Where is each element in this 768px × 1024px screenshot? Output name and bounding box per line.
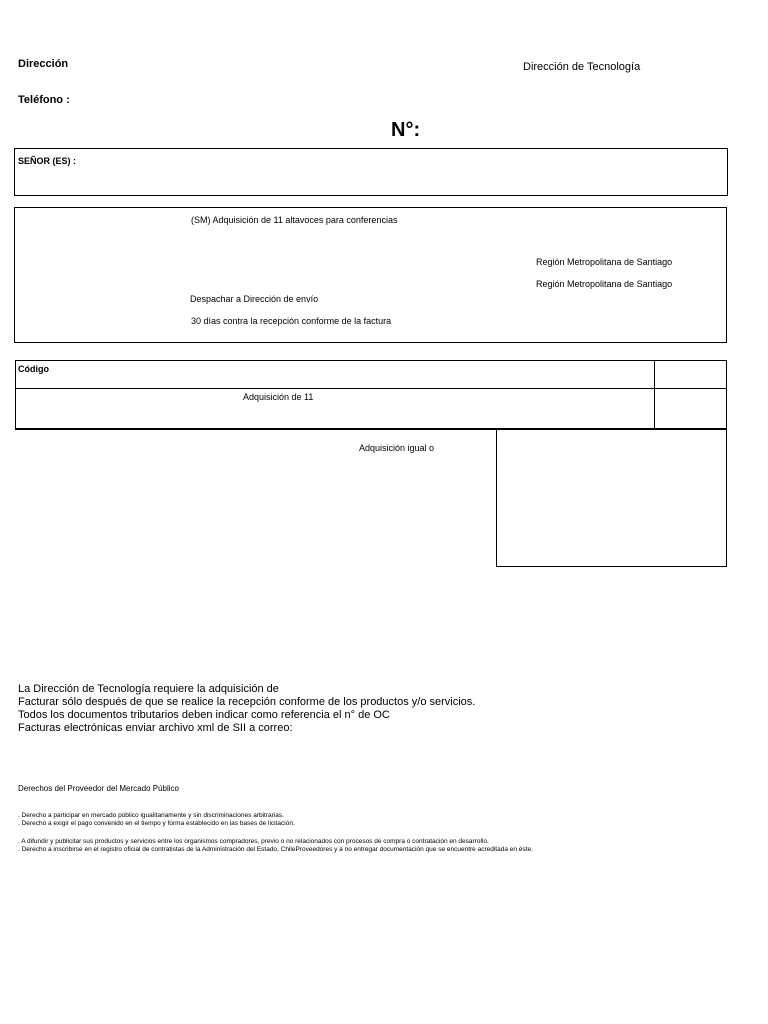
instruction-line-3: Todos los documentos tributarios deben indicar como referencia el n° de OC bbox=[18, 709, 390, 721]
table-column-divider bbox=[654, 360, 655, 429]
rights-item: . Derecho a inscribirse en el registro oficial de contratistas de la Administración del Estado, ChileProveedores y a no entregar documentación que se encuentre acreditada en éste. bbox=[18, 846, 533, 853]
rights-list-2 bbox=[18, 838, 533, 854]
instruction-line-4: Facturas electrónicas enviar archivo xml de SII a correo: bbox=[18, 722, 293, 734]
order-number-label: N°: bbox=[391, 119, 421, 141]
order-description: (SM) Adquisición de 11 altavoces para conferencias bbox=[191, 215, 398, 225]
telefono-label: Teléfono : bbox=[18, 94, 70, 106]
item-description: Adquisición de 11 bbox=[243, 392, 314, 402]
order-details-box bbox=[14, 207, 727, 343]
payment-terms: 30 días contra la recepción conforme de la factura bbox=[191, 316, 392, 326]
direccion-label: Dirección bbox=[18, 58, 69, 70]
recipient-box bbox=[14, 148, 728, 196]
items-table bbox=[15, 360, 727, 430]
instruction-line-1: La Dirección de Tecnología requiere la adquisición de bbox=[18, 683, 279, 695]
instructions-block bbox=[18, 683, 475, 735]
rights-item: . Derecho a participar en mercado público igualitariamente y sin discriminaciones arbitrarias. bbox=[18, 812, 284, 819]
table-row-divider bbox=[15, 388, 727, 389]
rights-item: . A difundir y publicitar sus productos y servicios entre los organismos compradores, previo o no relacionados con procesos de compra o contratación en desarrollo. bbox=[18, 838, 489, 845]
dispatch-instruction: Despachar a Dirección de envío bbox=[190, 294, 319, 304]
instruction-line-2: Facturar sólo después de que se realice la recepción conforme de los productos y/o servicios. bbox=[18, 696, 476, 708]
totals-box bbox=[496, 428, 727, 567]
region-1: Región Metropolitana de Santiago bbox=[536, 257, 673, 267]
rights-title: Derechos del Proveedor del Mercado Público bbox=[18, 784, 179, 793]
recipient-label: SEÑOR (ES) : bbox=[18, 156, 77, 166]
rights-item: . Derecho a exigir el pago convenido en el tiempo y forma establecido en las bases de licitación. bbox=[18, 820, 295, 827]
rights-list-1 bbox=[18, 812, 295, 828]
item-note: Adquisición igual o bbox=[359, 443, 435, 453]
code-header: Código bbox=[18, 364, 49, 374]
department-name: Dirección de Tecnología bbox=[523, 61, 641, 73]
region-2: Región Metropolitana de Santiago bbox=[536, 279, 673, 289]
